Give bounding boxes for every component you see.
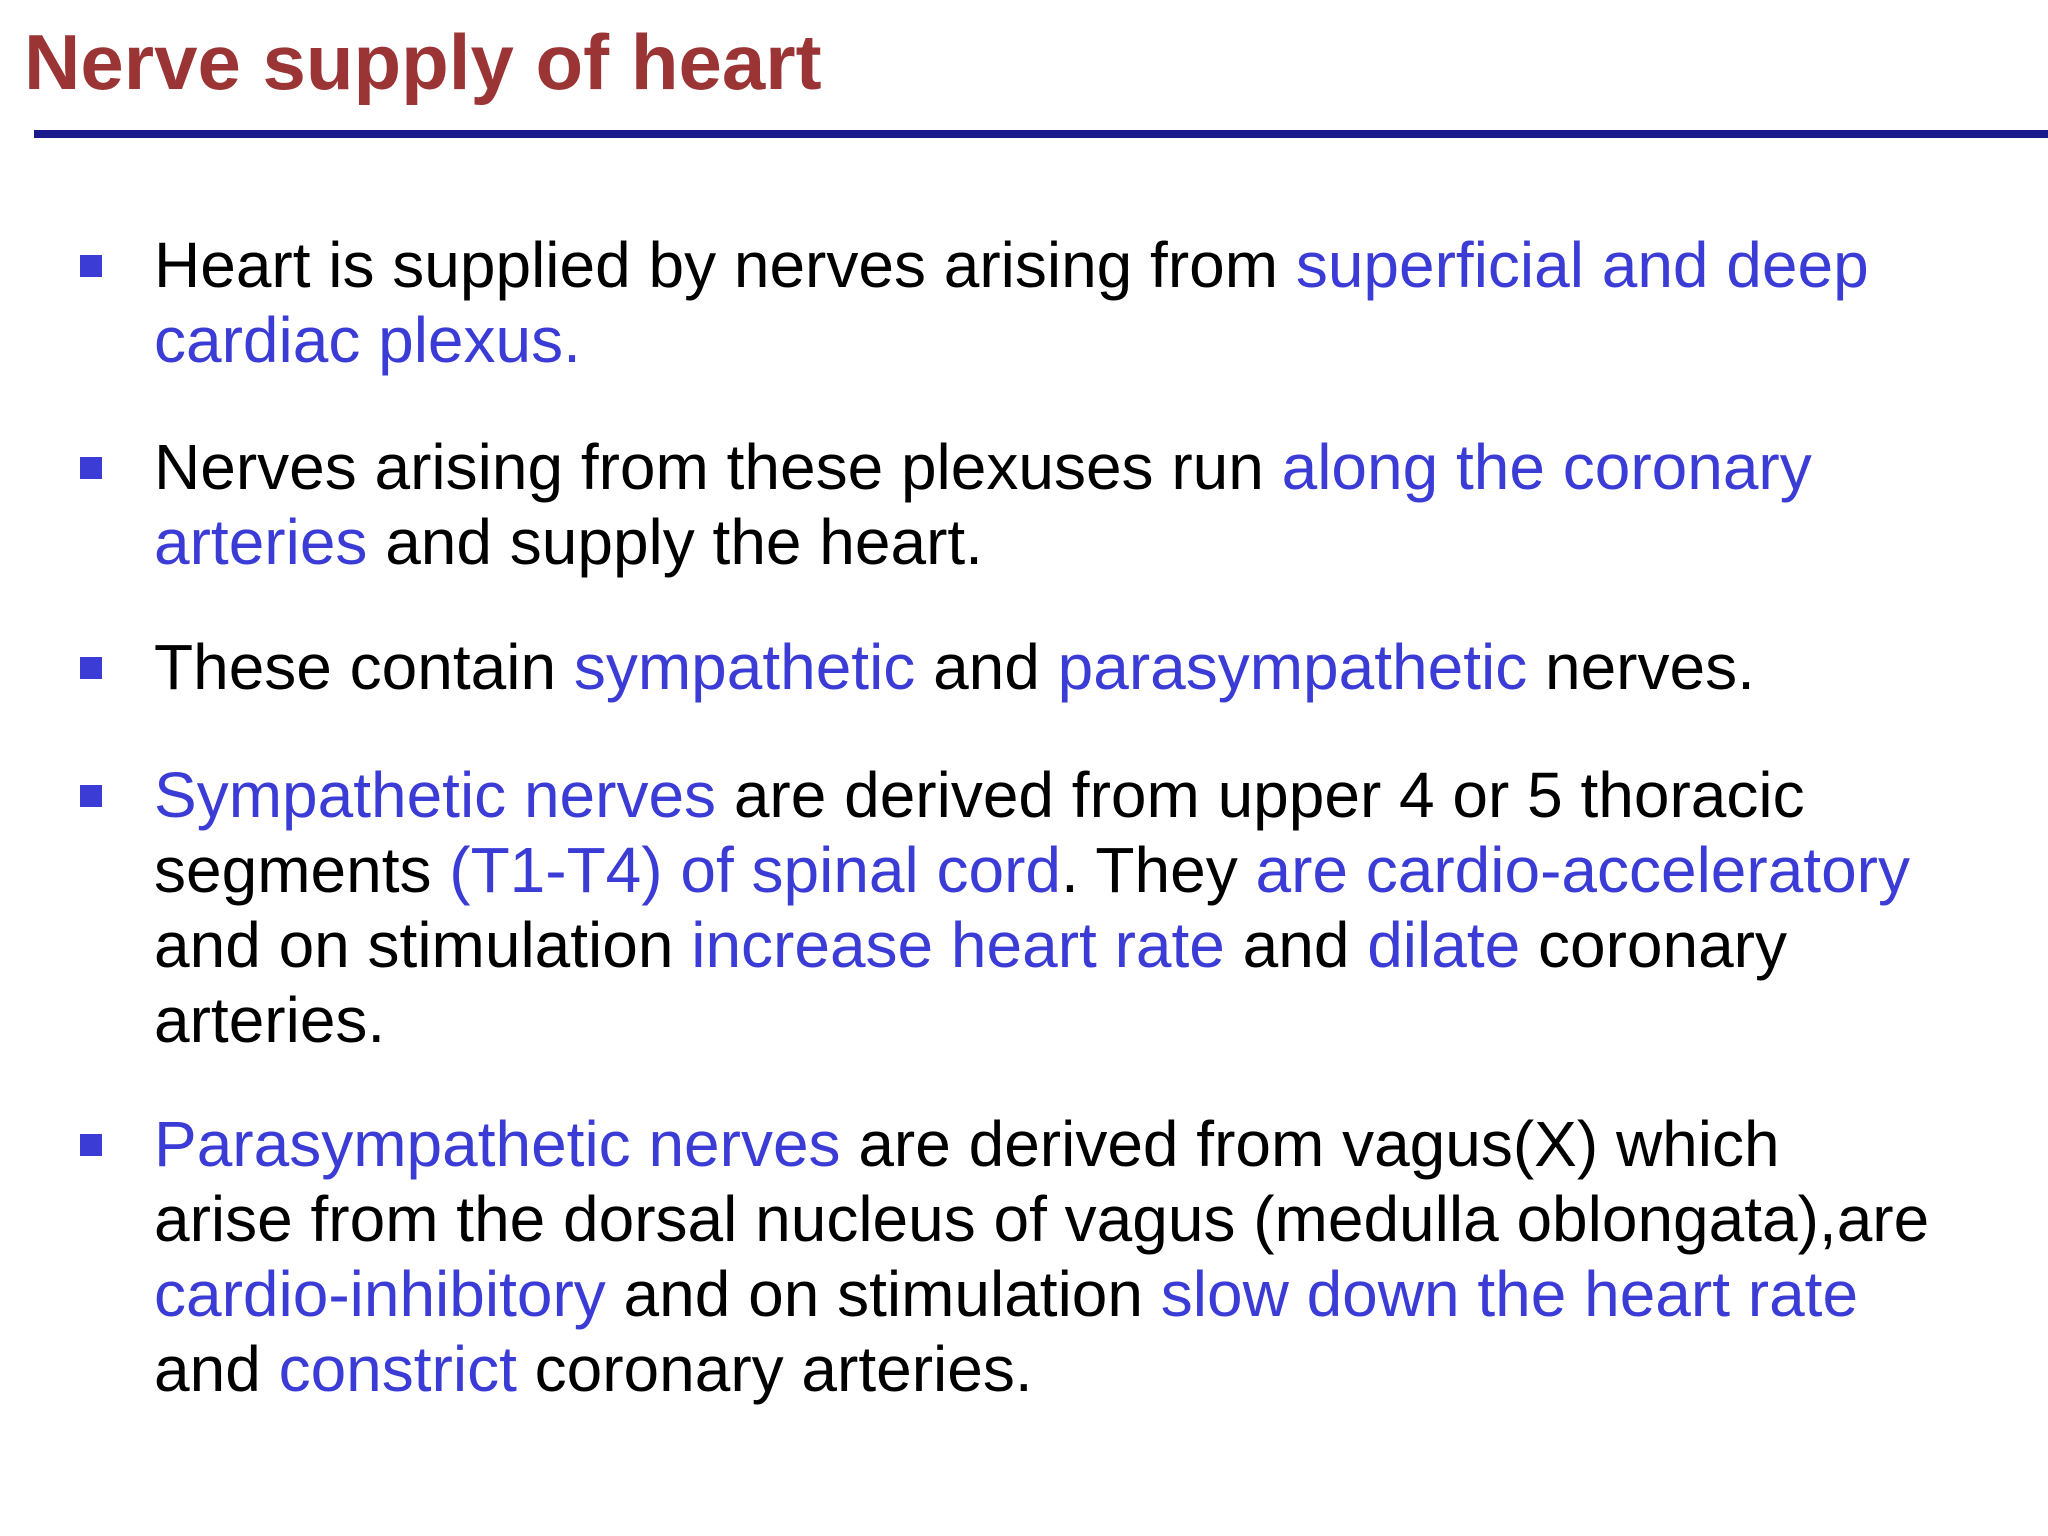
highlighted-text: dilate	[1367, 909, 1521, 981]
body-text: nerves.	[1527, 631, 1755, 703]
square-bullet-icon	[80, 1134, 102, 1156]
body-text: and on stimulation	[154, 909, 692, 981]
body-text: These contain	[154, 631, 574, 703]
highlighted-text: Sympathetic nerves	[154, 759, 717, 831]
highlighted-text: Parasympathetic nerves	[154, 1108, 841, 1180]
body-text: . They	[1061, 834, 1256, 906]
body-text: and on stimulation	[605, 1258, 1161, 1330]
highlighted-text: are cardio-acceleratory	[1255, 834, 1910, 906]
highlighted-text: slow down the heart rate	[1160, 1258, 1859, 1330]
highlighted-text: superficial and deep cardiac plexus.	[154, 229, 1869, 376]
body-text: are derived from upper 4 or 5 thoracic segments	[154, 759, 1805, 906]
body-text: and	[1224, 909, 1368, 981]
highlighted-text: cardio-inhibitory	[154, 1258, 606, 1330]
square-bullet-icon	[80, 657, 102, 679]
title-divider	[34, 130, 2048, 138]
slide-title: Nerve supply of heart	[24, 18, 822, 106]
highlighted-text: (T1-T4) of spinal cord	[449, 834, 1061, 906]
highlighted-text: constrict	[278, 1333, 517, 1405]
bullet-text	[154, 228, 1934, 378]
bullet-text	[154, 1107, 1934, 1407]
body-text: and supply the heart.	[367, 506, 983, 578]
body-text: coronary arteries.	[154, 909, 1787, 1056]
highlighted-text: sympathetic	[573, 631, 916, 703]
body-text: are derived from vagus(X) which arise from the dorsal nucleus of vagus (medulla oblongata),are	[154, 1108, 1930, 1255]
body-text: and	[915, 631, 1058, 703]
body-text: Nerves arising from these plexuses run	[154, 431, 1282, 503]
highlighted-text: along the coronary arteries	[154, 431, 1812, 578]
bullet-text	[154, 430, 1934, 580]
body-text: and	[154, 1333, 279, 1405]
bullet-text	[154, 758, 1934, 1058]
highlighted-text: increase heart rate	[691, 909, 1225, 981]
square-bullet-icon	[80, 255, 102, 277]
bullet-text	[154, 630, 1934, 705]
square-bullet-icon	[80, 457, 102, 479]
body-text: Heart is supplied by nerves arising from	[154, 229, 1296, 301]
square-bullet-icon	[80, 785, 102, 807]
body-text: coronary arteries.	[516, 1333, 1033, 1405]
highlighted-text: parasympathetic	[1057, 631, 1528, 703]
